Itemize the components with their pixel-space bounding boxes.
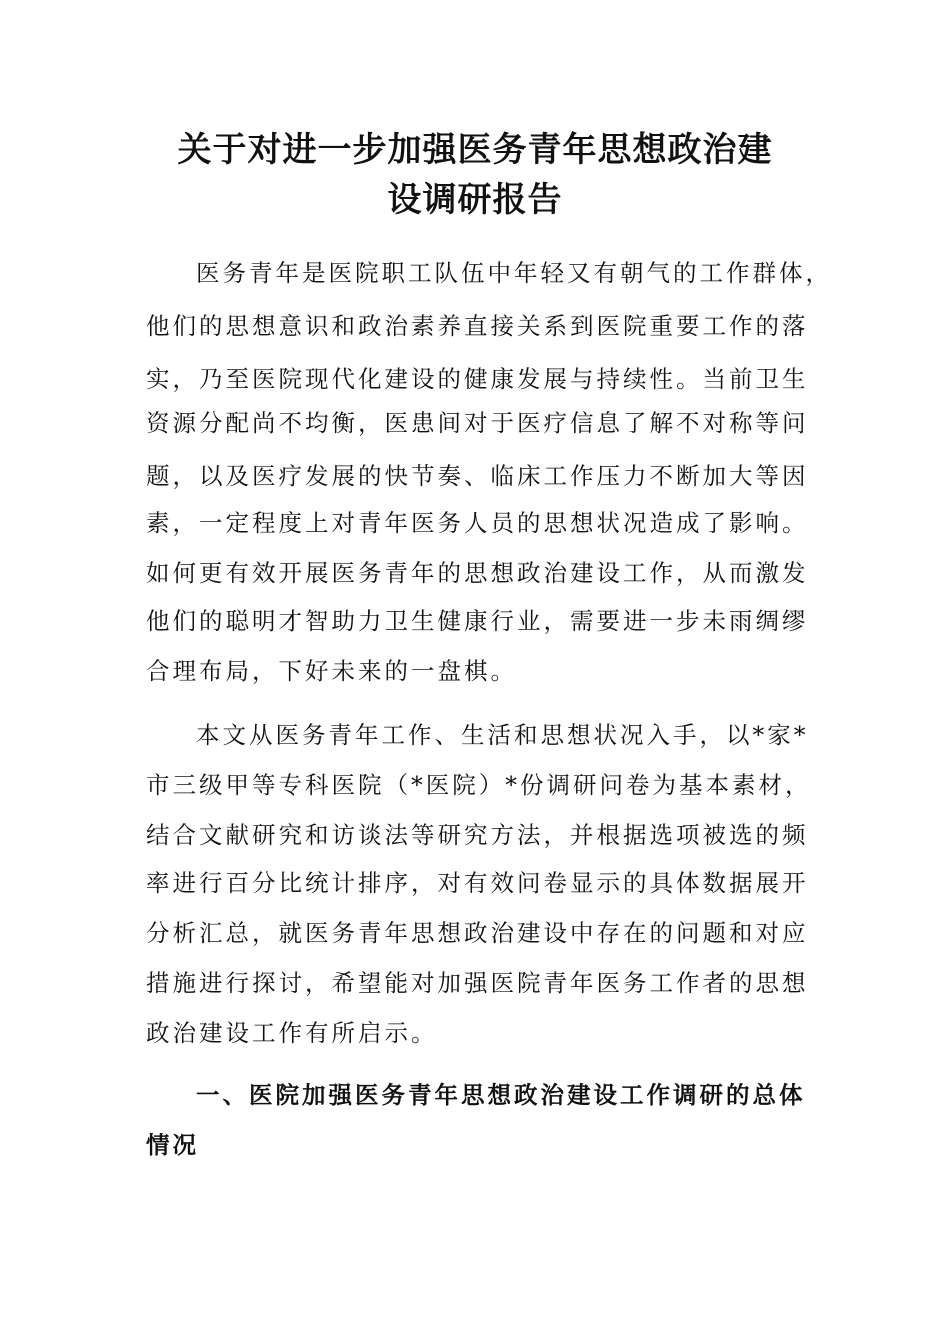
- document-title-line-1: 关于对进一步加强医务青年思想政治建: [177, 130, 773, 170]
- paragraph-2-line: 市三级甲等专科医院（*医院）*份调研问卷为基本素材，: [146, 771, 812, 799]
- paragraph-1-line: 实，乃至医院现代化建设的健康发展与持续性。当前卫生: [146, 365, 809, 393]
- paragraph-1-line: 素，一定程度上对青年医务人员的思想状况造成了影响。: [146, 509, 809, 537]
- paragraph-2-line: 率进行百分比统计排序，对有效问卷显示的具体数据展开: [146, 869, 809, 897]
- paragraph-2-line: 结合文献研究和访谈法等研究方法，并根据选项被选的频: [146, 821, 809, 849]
- paragraph-1-line: 题，以及医疗发展的快节奏、临床工作压力不断加大等因: [146, 462, 809, 490]
- section-heading-line-2: 情况: [146, 1131, 199, 1159]
- paragraph-1-line: 他们的聪明才智助力卫生健康行业，需要进一步未雨绸缪: [146, 607, 809, 635]
- document-title-line-2: 设调研报告: [387, 180, 563, 220]
- section-heading-line-1: 一、医院加强医务青年思想政治建设工作调研的总体: [196, 1081, 806, 1109]
- paragraph-2-line: 分析汇总，就医务青年思想政治建设中存在的问题和对应: [146, 919, 809, 947]
- paragraph-2-line: 本文从医务青年工作、生活和思想状况入手，以*家*: [196, 721, 809, 749]
- paragraph-2-line: 政治建设工作有所启示。: [146, 1019, 438, 1047]
- paragraph-1-line: 合理布局，下好未来的一盘棋。: [146, 657, 517, 685]
- paragraph-2-line: 措施进行探讨，希望能对加强医院青年医务工作者的思想: [146, 969, 809, 997]
- paragraph-1-line: 医务青年是医院职工队伍中年轻又有朝气的工作群体，: [196, 259, 832, 287]
- paragraph-1-line: 资源分配尚不均衡，医患间对于医疗信息了解不对称等问: [146, 409, 809, 437]
- paragraph-1-line: 如何更有效开展医务青年的思想政治建设工作，从而激发: [146, 559, 809, 587]
- paragraph-1-line: 他们的思想意识和政治素养直接关系到医院重要工作的落: [146, 312, 809, 340]
